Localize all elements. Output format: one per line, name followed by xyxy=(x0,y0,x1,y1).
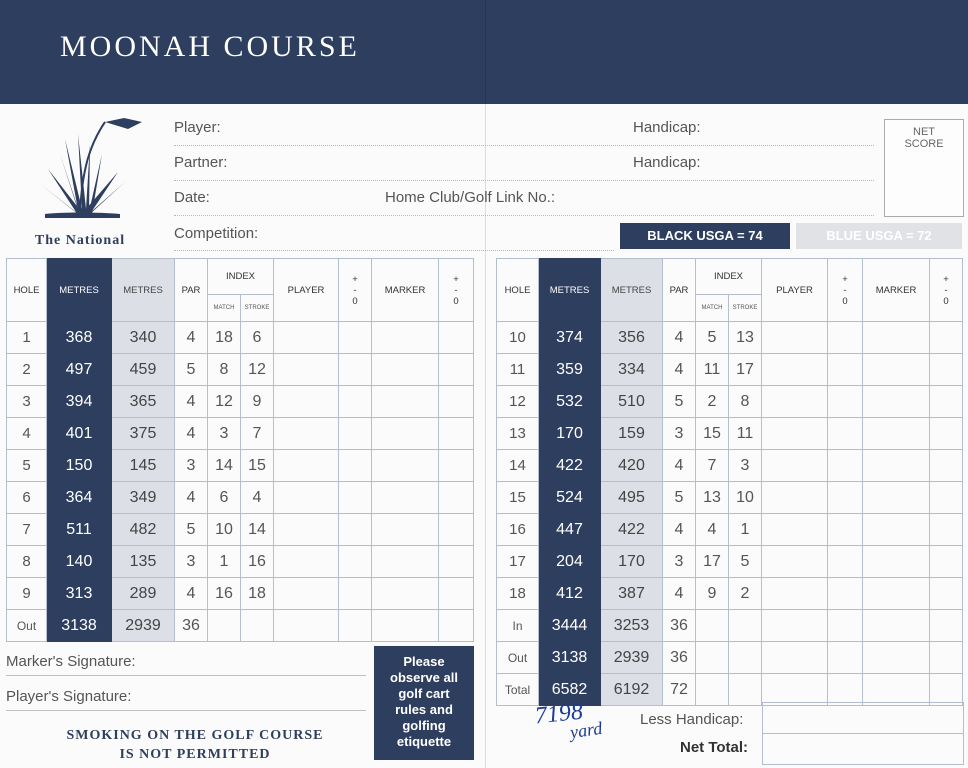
stroke-index: 13 xyxy=(729,322,762,354)
black-metres-header: METRES xyxy=(47,259,112,322)
par-value: 4 xyxy=(175,322,208,354)
black-metres-header: METRES xyxy=(539,259,601,322)
competition-line[interactable] xyxy=(174,250,614,251)
stroke-index: 9 xyxy=(241,386,274,418)
par-value: 5 xyxy=(175,354,208,386)
marker-plusminus-total-cell[interactable] xyxy=(930,674,963,706)
less-handicap-label: Less Handicap: xyxy=(640,711,744,728)
marker-score-cell[interactable] xyxy=(372,386,439,418)
hole-row xyxy=(7,514,474,546)
marker-total-cell[interactable] xyxy=(863,674,930,706)
par-value: 4 xyxy=(663,322,696,354)
blue-total: 2939 xyxy=(601,642,663,674)
par-total: 36 xyxy=(663,642,696,674)
marker-score-cell[interactable] xyxy=(372,482,439,514)
match-index: 14 xyxy=(208,450,241,482)
player-plusminus-cell[interactable] xyxy=(828,546,863,578)
blue-metres-header: METRES xyxy=(112,259,175,322)
player-score-cell[interactable] xyxy=(274,514,339,546)
hole-number: 4 xyxy=(7,418,47,450)
stroke-index: 17 xyxy=(729,354,762,386)
front-nine-table xyxy=(6,258,474,642)
black-metres: 422 xyxy=(539,450,601,482)
handwritten-unit: yard xyxy=(568,717,604,743)
black-total: 3444 xyxy=(539,610,601,642)
hole-number: 15 xyxy=(497,482,539,514)
black-metres: 524 xyxy=(539,482,601,514)
match-index: 9 xyxy=(696,578,729,610)
player-plusminus-cell[interactable] xyxy=(339,546,372,578)
match-index: 10 xyxy=(208,514,241,546)
par-total: 36 xyxy=(663,610,696,642)
match-index: 4 xyxy=(696,514,729,546)
player-score-cell[interactable] xyxy=(274,578,339,610)
blue-metres: 387 xyxy=(601,578,663,610)
match-index: 17 xyxy=(696,546,729,578)
marker-plusminus-cell[interactable] xyxy=(439,322,474,354)
player-signature-label: Player's Signature: xyxy=(6,688,132,705)
hole-row xyxy=(497,322,963,354)
marker-score-cell[interactable] xyxy=(372,354,439,386)
hole-row xyxy=(7,418,474,450)
marker-plusminus-cell[interactable] xyxy=(439,418,474,450)
player-signature-line[interactable] xyxy=(6,710,366,711)
marker-total-cell[interactable] xyxy=(372,610,439,642)
grass-flag-icon xyxy=(20,114,160,224)
marker-plusminus-cell[interactable] xyxy=(439,546,474,578)
match-index: 3 xyxy=(208,418,241,450)
marker-score-cell[interactable] xyxy=(372,546,439,578)
blue-metres: 145 xyxy=(112,450,175,482)
par-value: 5 xyxy=(663,482,696,514)
hole-row xyxy=(497,546,963,578)
total-row xyxy=(7,610,474,642)
marker-plusminus-cell[interactable] xyxy=(930,546,963,578)
black-metres: 401 xyxy=(47,418,112,450)
par-value: 5 xyxy=(663,386,696,418)
index-header: INDEX xyxy=(208,259,274,295)
par-value: 5 xyxy=(175,514,208,546)
card-fold xyxy=(485,0,486,768)
match-index: 12 xyxy=(208,386,241,418)
hole-row xyxy=(7,450,474,482)
blue-usga-badge: BLUE USGA = 72 xyxy=(796,223,962,249)
player-handicap-label: Handicap: xyxy=(633,119,701,136)
hole-number: 13 xyxy=(497,418,539,450)
player-pm-header: + - 0 xyxy=(828,259,863,322)
player-plusminus-total-cell[interactable] xyxy=(828,674,863,706)
black-metres: 364 xyxy=(47,482,112,514)
empty-cell xyxy=(696,610,729,642)
marker-score-cell[interactable] xyxy=(372,578,439,610)
hole-number: 16 xyxy=(497,514,539,546)
par-value: 4 xyxy=(663,354,696,386)
par-value: 3 xyxy=(663,546,696,578)
marker-plusminus-cell[interactable] xyxy=(930,322,963,354)
net-total-box[interactable] xyxy=(762,733,964,765)
net-score-label: NET SCORE xyxy=(904,126,944,150)
marker-score-cell[interactable] xyxy=(863,450,930,482)
marker-total-cell[interactable] xyxy=(863,610,930,642)
date-label: Date: xyxy=(174,189,210,206)
total-label: Out xyxy=(7,610,47,642)
course-title: MOONAH COURSE xyxy=(60,30,360,63)
player-score-cell[interactable] xyxy=(762,450,828,482)
player-label: Player: xyxy=(174,119,221,136)
stroke-header: STROKE xyxy=(241,295,274,322)
hole-number: 9 xyxy=(7,578,47,610)
stroke-index: 1 xyxy=(729,514,762,546)
black-metres: 412 xyxy=(539,578,601,610)
marker-score-cell[interactable] xyxy=(863,418,930,450)
marker-header: MARKER xyxy=(372,259,439,322)
player-score-cell[interactable] xyxy=(762,482,828,514)
match-index: 13 xyxy=(696,482,729,514)
stroke-index: 5 xyxy=(729,546,762,578)
blue-total: 6192 xyxy=(601,674,663,706)
stroke-index: 3 xyxy=(729,450,762,482)
blue-metres: 422 xyxy=(601,514,663,546)
par-value: 4 xyxy=(175,418,208,450)
marker-plusminus-cell[interactable] xyxy=(930,450,963,482)
blue-total: 2939 xyxy=(112,610,175,642)
marker-score-cell[interactable] xyxy=(372,418,439,450)
player-plusminus-cell[interactable] xyxy=(828,354,863,386)
player-score-cell[interactable] xyxy=(274,418,339,450)
marker-plusminus-cell[interactable] xyxy=(930,578,963,610)
marker-score-cell[interactable] xyxy=(863,578,930,610)
stroke-index: 7 xyxy=(241,418,274,450)
black-metres: 204 xyxy=(539,546,601,578)
stroke-index: 10 xyxy=(729,482,762,514)
blue-metres: 495 xyxy=(601,482,663,514)
blue-metres: 482 xyxy=(112,514,175,546)
player-score-cell[interactable] xyxy=(274,546,339,578)
hole-row xyxy=(497,450,963,482)
hole-row xyxy=(7,482,474,514)
player-score-cell[interactable] xyxy=(274,386,339,418)
match-index: 18 xyxy=(208,322,241,354)
hole-number: 18 xyxy=(497,578,539,610)
player-score-cell[interactable] xyxy=(762,514,828,546)
black-metres: 532 xyxy=(539,386,601,418)
hole-header: HOLE xyxy=(497,259,539,322)
player-total-cell[interactable] xyxy=(762,642,828,674)
marker-plusminus-total-cell[interactable] xyxy=(930,610,963,642)
black-metres: 313 xyxy=(47,578,112,610)
hole-number: 14 xyxy=(497,450,539,482)
match-index: 15 xyxy=(696,418,729,450)
player-plusminus-cell[interactable] xyxy=(828,578,863,610)
player-plusminus-cell[interactable] xyxy=(339,418,372,450)
hole-row xyxy=(7,546,474,578)
empty-cell xyxy=(729,642,762,674)
match-index: 7 xyxy=(696,450,729,482)
black-total: 3138 xyxy=(47,610,112,642)
player-plusminus-total-cell[interactable] xyxy=(828,642,863,674)
marker-plusminus-cell[interactable] xyxy=(439,450,474,482)
marker-score-cell[interactable] xyxy=(372,514,439,546)
blue-metres: 170 xyxy=(601,546,663,578)
black-metres: 359 xyxy=(539,354,601,386)
blue-metres: 356 xyxy=(601,322,663,354)
par-header: PAR xyxy=(175,259,208,322)
stroke-header: STROKE xyxy=(729,295,762,322)
marker-signature-label: Marker's Signature: xyxy=(6,653,136,670)
black-total: 3138 xyxy=(539,642,601,674)
blue-metres: 334 xyxy=(601,354,663,386)
player-plusminus-cell[interactable] xyxy=(339,354,372,386)
par-value: 3 xyxy=(663,418,696,450)
par-total: 72 xyxy=(663,674,696,706)
hole-row xyxy=(497,578,963,610)
total-row xyxy=(497,610,963,642)
marker-score-cell[interactable] xyxy=(372,322,439,354)
competition-label: Competition: xyxy=(174,225,259,242)
marker-plusminus-cell[interactable] xyxy=(930,354,963,386)
stroke-index: 12 xyxy=(241,354,274,386)
marker-score-cell[interactable] xyxy=(863,354,930,386)
player-score-cell[interactable] xyxy=(762,322,828,354)
hole-row xyxy=(497,354,963,386)
player-total-cell[interactable] xyxy=(762,610,828,642)
total-row xyxy=(497,642,963,674)
smoking-notice-line2: IS NOT PERMITTED xyxy=(119,747,271,762)
hole-number: 7 xyxy=(7,514,47,546)
marker-plusminus-cell[interactable] xyxy=(439,354,474,386)
hole-number: 6 xyxy=(7,482,47,514)
stroke-index: 15 xyxy=(241,450,274,482)
marker-score-cell[interactable] xyxy=(863,546,930,578)
match-index: 16 xyxy=(208,578,241,610)
black-metres: 140 xyxy=(47,546,112,578)
blue-metres: 289 xyxy=(112,578,175,610)
club-name: The National xyxy=(34,233,126,248)
match-index: 2 xyxy=(696,386,729,418)
player-plusminus-cell[interactable] xyxy=(339,482,372,514)
marker-score-cell[interactable] xyxy=(372,450,439,482)
partner-handicap-label: Handicap: xyxy=(633,154,701,171)
marker-pm-header: + - 0 xyxy=(930,259,963,322)
player-plusminus-cell[interactable] xyxy=(828,322,863,354)
empty-cell xyxy=(729,610,762,642)
marker-plusminus-cell[interactable] xyxy=(930,514,963,546)
marker-score-cell[interactable] xyxy=(863,386,930,418)
blue-metres: 375 xyxy=(112,418,175,450)
player-score-cell[interactable] xyxy=(274,450,339,482)
stroke-index: 8 xyxy=(729,386,762,418)
par-total: 36 xyxy=(175,610,208,642)
player-score-cell[interactable] xyxy=(274,322,339,354)
hole-row xyxy=(497,418,963,450)
smoking-notice-line1: SMOKING ON THE GOLF COURSE xyxy=(66,728,324,743)
marker-total-cell[interactable] xyxy=(863,642,930,674)
match-index: 8 xyxy=(208,354,241,386)
par-value: 4 xyxy=(175,482,208,514)
stroke-index: 16 xyxy=(241,546,274,578)
marker-plusminus-cell[interactable] xyxy=(930,418,963,450)
marker-pm-header: + - 0 xyxy=(439,259,474,322)
black-metres: 170 xyxy=(539,418,601,450)
empty-cell xyxy=(729,674,762,706)
hole-number: 10 xyxy=(497,322,539,354)
player-score-cell[interactable] xyxy=(762,418,828,450)
marker-plusminus-cell[interactable] xyxy=(439,482,474,514)
blue-total: 3253 xyxy=(601,610,663,642)
black-metres: 368 xyxy=(47,322,112,354)
par-value: 4 xyxy=(663,450,696,482)
player-plusminus-cell[interactable] xyxy=(339,322,372,354)
par-value: 4 xyxy=(175,578,208,610)
blue-metres: 159 xyxy=(601,418,663,450)
black-metres: 150 xyxy=(47,450,112,482)
blue-metres: 365 xyxy=(112,386,175,418)
net-score-box[interactable] xyxy=(884,119,964,217)
black-metres: 511 xyxy=(47,514,112,546)
player-plusminus-total-cell[interactable] xyxy=(828,610,863,642)
match-header: MATCH xyxy=(208,295,241,322)
par-value: 4 xyxy=(663,578,696,610)
partner-label: Partner: xyxy=(174,154,228,171)
par-header: PAR xyxy=(663,259,696,322)
marker-header: MARKER xyxy=(863,259,930,322)
par-value: 3 xyxy=(175,546,208,578)
player-plusminus-cell[interactable] xyxy=(828,450,863,482)
index-header: INDEX xyxy=(696,259,762,295)
blue-metres: 349 xyxy=(112,482,175,514)
black-metres: 497 xyxy=(47,354,112,386)
marker-plusminus-total-cell[interactable] xyxy=(930,642,963,674)
total-label: In xyxy=(497,610,539,642)
player-total-cell[interactable] xyxy=(762,674,828,706)
blue-metres: 135 xyxy=(112,546,175,578)
stroke-index: 2 xyxy=(729,578,762,610)
player-score-cell[interactable] xyxy=(274,354,339,386)
hole-row xyxy=(7,354,474,386)
player-score-cell[interactable] xyxy=(762,578,828,610)
empty-cell xyxy=(696,674,729,706)
empty-cell xyxy=(241,610,274,642)
hole-row xyxy=(7,386,474,418)
player-plusminus-total-cell[interactable] xyxy=(339,610,372,642)
par-value: 4 xyxy=(663,514,696,546)
player-score-cell[interactable] xyxy=(274,482,339,514)
par-value: 3 xyxy=(175,450,208,482)
player-plusminus-cell[interactable] xyxy=(828,386,863,418)
date-line[interactable] xyxy=(174,215,874,216)
header-banner xyxy=(0,0,968,104)
stroke-index: 11 xyxy=(729,418,762,450)
player-pm-header: + - 0 xyxy=(339,259,372,322)
player-plusminus-cell[interactable] xyxy=(339,578,372,610)
hole-row xyxy=(7,322,474,354)
stroke-index: 18 xyxy=(241,578,274,610)
blue-metres: 340 xyxy=(112,322,175,354)
marker-plusminus-cell[interactable] xyxy=(439,386,474,418)
black-metres: 394 xyxy=(47,386,112,418)
player-total-cell[interactable] xyxy=(274,610,339,642)
home-club-label: Home Club/Golf Link No.: xyxy=(385,189,556,206)
marker-plusminus-cell[interactable] xyxy=(930,482,963,514)
marker-plusminus-cell[interactable] xyxy=(930,386,963,418)
player-plusminus-cell[interactable] xyxy=(828,482,863,514)
match-header: MATCH xyxy=(696,295,729,322)
partner-line[interactable] xyxy=(174,180,874,181)
hole-number: 17 xyxy=(497,546,539,578)
blue-metres-header: METRES xyxy=(601,259,663,322)
hole-row xyxy=(497,514,963,546)
hole-row xyxy=(7,578,474,610)
player-score-cell[interactable] xyxy=(762,386,828,418)
handwritten-yardage: 7198 xyxy=(533,698,585,730)
player-score-cell[interactable] xyxy=(762,546,828,578)
par-value: 4 xyxy=(175,386,208,418)
player-score-cell[interactable] xyxy=(762,354,828,386)
player-plusminus-cell[interactable] xyxy=(828,418,863,450)
cart-etiquette-notice: Please observe all golf cart rules and golfing etiquette xyxy=(374,646,474,760)
match-index: 5 xyxy=(696,322,729,354)
marker-plusminus-total-cell[interactable] xyxy=(439,610,474,642)
hole-number: 1 xyxy=(7,322,47,354)
net-total-label: Net Total: xyxy=(680,739,749,756)
back-nine-table xyxy=(496,258,963,706)
black-metres: 374 xyxy=(539,322,601,354)
stroke-index: 14 xyxy=(241,514,274,546)
player-plusminus-cell[interactable] xyxy=(339,450,372,482)
black-total: 6582 xyxy=(539,674,601,706)
player-plusminus-cell[interactable] xyxy=(339,514,372,546)
player-plusminus-cell[interactable] xyxy=(828,514,863,546)
marker-score-cell[interactable] xyxy=(863,322,930,354)
match-index: 6 xyxy=(208,482,241,514)
marker-signature-line[interactable] xyxy=(6,675,366,676)
club-logo xyxy=(20,114,160,254)
hole-number: 12 xyxy=(497,386,539,418)
blue-metres: 459 xyxy=(112,354,175,386)
player-header: PLAYER xyxy=(274,259,339,322)
less-handicap-box[interactable] xyxy=(762,702,964,734)
black-metres: 447 xyxy=(539,514,601,546)
hole-number: 3 xyxy=(7,386,47,418)
player-plusminus-cell[interactable] xyxy=(339,386,372,418)
hole-number: 11 xyxy=(497,354,539,386)
marker-plusminus-cell[interactable] xyxy=(439,578,474,610)
match-index: 11 xyxy=(696,354,729,386)
empty-cell xyxy=(208,610,241,642)
hole-row xyxy=(497,386,963,418)
hole-number: 8 xyxy=(7,546,47,578)
marker-score-cell[interactable] xyxy=(863,482,930,514)
total-label: Total xyxy=(497,674,539,706)
total-label: Out xyxy=(497,642,539,674)
empty-cell xyxy=(696,642,729,674)
stroke-index: 6 xyxy=(241,322,274,354)
marker-plusminus-cell[interactable] xyxy=(439,514,474,546)
black-usga-badge: BLACK USGA = 74 xyxy=(620,223,790,249)
hole-header: HOLE xyxy=(7,259,47,322)
player-header: PLAYER xyxy=(762,259,828,322)
hole-number: 5 xyxy=(7,450,47,482)
hole-number: 2 xyxy=(7,354,47,386)
blue-metres: 510 xyxy=(601,386,663,418)
stroke-index: 4 xyxy=(241,482,274,514)
player-line[interactable] xyxy=(174,145,874,146)
match-index: 1 xyxy=(208,546,241,578)
marker-score-cell[interactable] xyxy=(863,514,930,546)
blue-metres: 420 xyxy=(601,450,663,482)
hole-row xyxy=(497,482,963,514)
